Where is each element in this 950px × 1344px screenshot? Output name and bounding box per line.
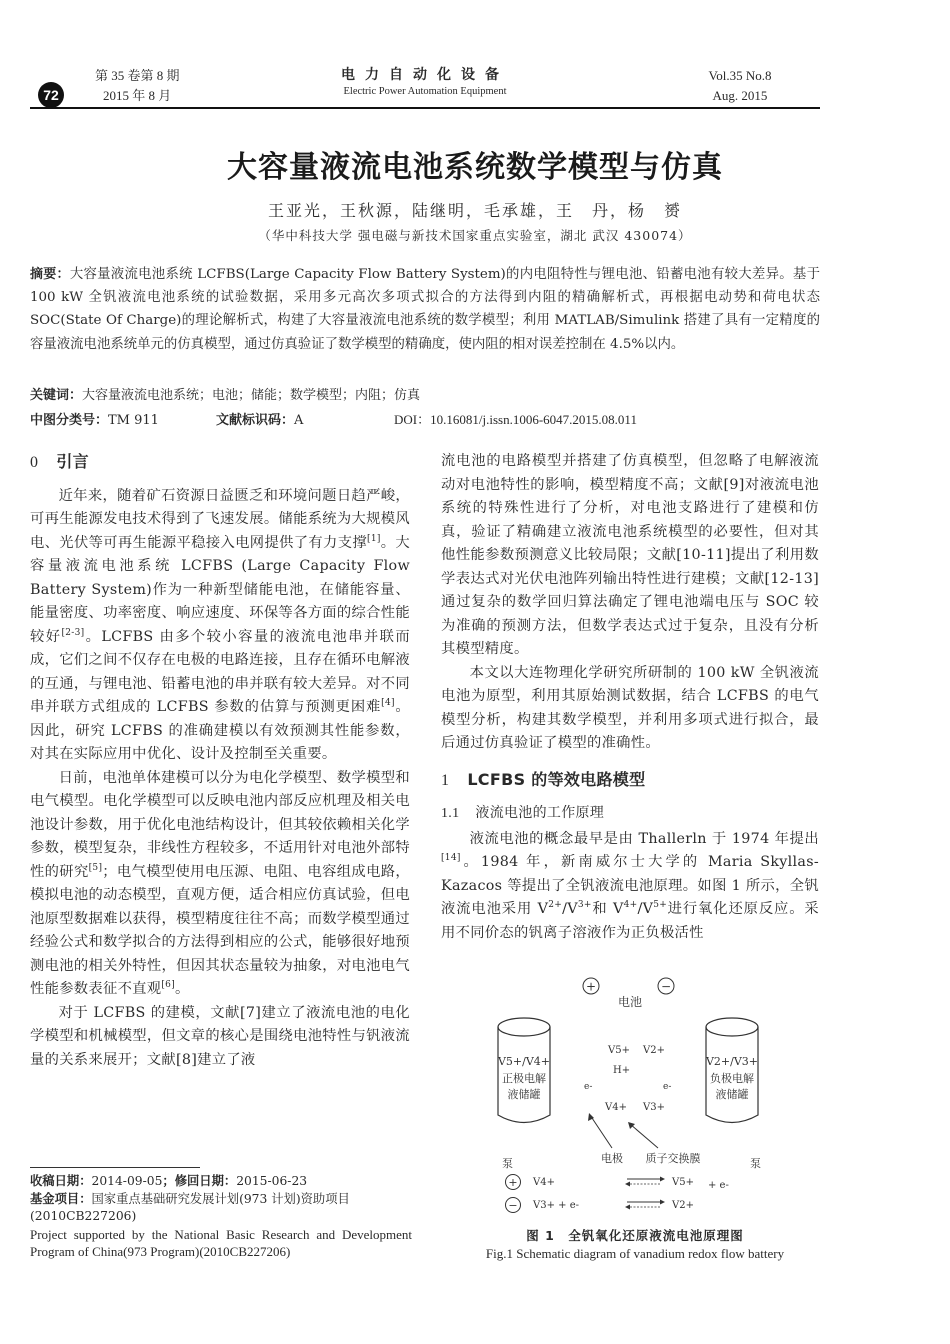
tank-ions: V2+/V3+ — [705, 1055, 759, 1068]
section-number: 0 — [30, 454, 39, 471]
negative-terminal-icon — [658, 978, 674, 994]
citation[interactable]: [6] — [161, 980, 176, 991]
text: /V — [562, 901, 578, 917]
header-issue-cn — [95, 66, 180, 106]
electrode-label: 电极 — [601, 1152, 623, 1165]
positive-electrolyte-tank — [497, 1018, 550, 1123]
citation[interactable]: [1] — [367, 533, 381, 544]
ion-label: V4+ — [605, 1102, 627, 1113]
reaction-rhs: V2+ — [672, 1200, 694, 1211]
pump-right-label: 泵 — [750, 1157, 761, 1170]
received-date: 2014-09-05 — [91, 1174, 163, 1188]
header-divider — [30, 107, 820, 109]
citation[interactable]: [2-3] — [61, 627, 85, 638]
date-en: Aug. 2015 — [712, 88, 768, 103]
text: ；电气模型使用电压源、电阻、电容组成电路，模拟电池的动态模型，直观方便，适合相应仿真试验，但电池原型数据难以获得，模型精度往往不高；而数学模型通过经验公式和数学拟合的方法得到相应的公式，能够很好地预测电池的相关外特性，但因其状态量较为抽象，对电池电气性能参数表征不直观 — [30, 863, 410, 997]
text: 近年来，随着矿石资源日益匮乏和环境问题日趋严峻，可再生能源发电技术得到了飞速发展。储能系统为大规模风电、光伏等可再生能源平稳接入电网提供了有力支撑 — [30, 487, 410, 551]
paragraph — [30, 767, 410, 1002]
membrane-arrow-icon — [628, 1122, 658, 1148]
keywords — [30, 384, 820, 403]
figure-1-diagram — [480, 970, 820, 1220]
journal-name — [300, 64, 550, 97]
section-0-heading — [30, 450, 410, 475]
figure-caption-cn: 图 1 全钒氧化还原液流电池原理图 — [526, 1228, 744, 1243]
reaction-lhs: V3+ + e- — [533, 1200, 579, 1211]
footnote-divider — [30, 1167, 200, 1168]
ion-label: V5+ — [608, 1045, 630, 1056]
doi-label: DOI： — [394, 412, 431, 427]
text: /V — [637, 901, 654, 917]
paragraph — [30, 485, 410, 767]
date-cn: 2015 年 8 月 — [103, 88, 172, 103]
superscript: 3+ — [577, 900, 592, 911]
abstract-label: 摘要： — [30, 267, 70, 282]
dates-line — [30, 1173, 412, 1191]
tank-label-1: 正极电解 — [502, 1072, 546, 1085]
electron-label: e- — [584, 1082, 593, 1092]
paragraph: 对于 LCFBS 的建模，文献[7]建立了液流电池的电化学模型和机械模型，但文章的核心是围绕电池特性与钒液流量的关系来展开；文献[8]建立了液 — [30, 1004, 410, 1068]
negative-electrolyte-tank — [705, 1018, 758, 1123]
revised-label: ；修回日期： — [162, 1174, 237, 1188]
tank-ions: V5+/V4+ — [497, 1055, 551, 1068]
pump-left-label: 泵 — [502, 1157, 513, 1170]
abstract — [30, 263, 820, 356]
tank-label-2: 液储罐 — [507, 1088, 541, 1101]
classification-line — [30, 409, 820, 428]
ion-label: V2+ — [643, 1045, 665, 1056]
right-column — [441, 450, 819, 945]
abstract-text: 大容量液流电池系统 LCFBS(Large Capacity Flow Battery System)的内电阻特性与锂电池、铅蓄电池有较大差异。基于 100 kW 全钒液流电池系统的试验数据，采用多元高次多项式拟合的方法得到内阻的精确解析式，再根据电动势和荷电状态 SOC(State Of Charge)的理论解析式，构建了大容量液流电池系统的数学模型；利用 MATLAB/Simulink 搭建了具有一定精度的容量液流电池系统单元的仿真模型，通过仿真验证了数学模型的精确度，使内阻的相对误差控制在 4.5%以内。 — [30, 267, 820, 352]
section-title: LCFBS 的等效电路模型 — [467, 769, 646, 789]
fund-text: 国家重点基础研究发展计划(973 计划)资助项目(2010CB227206) — [30, 1191, 350, 1223]
received-label: 收稿日期： — [30, 1174, 92, 1188]
text: 。1984 年，新南威尔士大学的 Maria Skyllas-Kazacos 等提出了全钒液流电池原理。如图 1 所示，全钒液流电池采用 V — [441, 854, 819, 917]
positive-reaction — [506, 1175, 729, 1192]
doc-code-value: A — [294, 413, 304, 428]
tank-label-1: 负极电解 — [710, 1072, 754, 1085]
journal-name-en: Electric Power Automation Equipment — [343, 86, 507, 97]
citation[interactable]: [4] — [381, 698, 395, 709]
superscript: 5+ — [653, 900, 668, 911]
affiliation: （华中科技大学 强电磁与新技术国家重点实验室，湖北 武汉 430074） — [258, 228, 692, 243]
positive-terminal-icon — [583, 978, 599, 994]
battery-label: 电池 — [617, 995, 643, 1009]
doi-value[interactable]: 10.16081/j.issn.1006-6047.2015.08.011 — [430, 412, 637, 427]
doc-code-label: 文献标识码： — [216, 413, 295, 428]
section-number: 1 — [441, 771, 450, 789]
reaction-extra: + e- — [708, 1180, 729, 1191]
text: 。 — [175, 981, 190, 997]
minus-sign: − — [508, 1199, 518, 1212]
page-number-badge: 72 — [38, 82, 64, 108]
paper-title: 大容量液流电池系统数学模型与仿真 — [227, 150, 723, 185]
svg-text:−: − — [660, 979, 672, 994]
negative-reaction — [506, 1198, 694, 1213]
ion-label: V3+ — [643, 1102, 665, 1113]
clc-value: TM 911 — [108, 413, 159, 428]
paragraph — [441, 828, 819, 946]
text: 。因此，研究 LCFBS 的准确建模以有效预测其性能参数，对其在实际应用中优化、设计及控制至关重要。 — [30, 699, 410, 762]
electrode-arrow-icon — [588, 1113, 612, 1148]
superscript: 2+ — [548, 900, 563, 911]
revised-date: 2015-06-23 — [236, 1174, 308, 1188]
section-number: 1.1 — [441, 806, 460, 821]
text: 。LCFBS 由多个较小容量的液流电池串并联而成，它们之间不仅存在电极的电路连接，且存在循环电解液的互通，与锂电池、铅蓄电池的串并联有较大差异。对不同串并联方式组成的 LCFBS 参数的估算与预测更困难 — [30, 628, 410, 715]
tank-label-2: 液储罐 — [715, 1088, 749, 1101]
ion-label: H+ — [613, 1065, 631, 1076]
volume-en: Vol.35 No.8 — [708, 68, 772, 83]
keywords-label: 关键词： — [30, 388, 83, 403]
left-column — [30, 450, 410, 1072]
paragraph: 流电池的电路模型并搭建了仿真模型，但忽略了电解液流动对电池特性的影响，模型精度不高；文献[9]对液流电池系统的特殊性进行了分析，对电池支路进行了建模和仿真，验证了精确建立液流电池系统模型的必要性，但对其他性能参数预测意义比较局限；文献[10-11]提出了利用数学表达式对光伏电池阵列输出特性进行建模；文献[12-13]通过复杂的数学回归算法确定了锂电池端电压与 SOC 较为准确的预测方法，但数学表达式过于复杂，且没有分析其模型精度。 — [441, 453, 820, 657]
text: 和 V — [591, 901, 624, 917]
text: 日前，电池单体建模可以分为电化学模型、数学模型和电气模型。电化学模型可以反映电池内部反应机理及相关电池设计参数，用于优化电池结构设计，但其较依赖相关化学参数，模型复杂，非线性方程较多，不适用针对电池外部特性的研究 — [30, 769, 410, 880]
section-1-1-heading — [441, 802, 819, 826]
section-title: 液流电池的工作原理 — [475, 805, 605, 821]
fund-english: Project supported by the National Basic Research and Development Program of China(973 Program)(2010CB227206) — [30, 1226, 412, 1259]
citation[interactable]: [5] — [88, 862, 103, 873]
journal-name-cn: 电力自动化设备 — [341, 67, 509, 83]
keywords-text: 大容量液流电池系统；电池；储能；数学模型；内阻；仿真 — [82, 388, 421, 403]
header-issue-en — [680, 66, 800, 106]
author-list: 王亚光，王秋源，陆继明，毛承雄，王 丹，杨 赟 — [267, 201, 682, 220]
fund-label: 基金项目： — [30, 1191, 92, 1206]
fund-line — [30, 1191, 412, 1226]
membrane-label: 质子交换膜 — [645, 1152, 701, 1165]
section-title: 引言 — [56, 452, 89, 471]
text: 液流电池的概念最早是由 Thallerln 于 1974 年提出 — [469, 830, 819, 847]
footnote — [30, 1173, 412, 1261]
text: 。大容量液流电池系统 LCFBS (Large Capacity Flow Battery System)作为一种新型储能电池，在储能容量、能量密度、功率密度、响应速度、环保等各方面的综合性能较好 — [30, 534, 410, 645]
paragraph: 本文以大连物理化学研究所研制的 100 kW 全钒液流电池为原型，利用其原始测试数据，结合 LCFBS 的电气模型分析，构建其数学模型，并利用多项式进行拟合，最后通过仿真验证了模型的准确性。 — [441, 664, 819, 751]
reaction-rhs: V5+ — [672, 1177, 694, 1188]
superscript: 4+ — [623, 900, 638, 911]
volume-cn: 第 35 卷第 8 期 — [95, 68, 180, 83]
figure-caption-en: Fig.1 Schematic diagram of vanadium redox flow battery — [485, 1246, 785, 1261]
plus-sign: + — [508, 1176, 518, 1189]
citation[interactable]: [14] — [441, 853, 461, 864]
svg-text:+: + — [585, 979, 597, 994]
section-1-heading — [441, 768, 819, 793]
text: 进行氧化还原反应。采用不同价态的钒离子溶液作为正负极活性 — [441, 901, 819, 941]
electron-label: e- — [663, 1082, 672, 1092]
clc-label: 中图分类号： — [30, 413, 109, 428]
reaction-lhs: V4+ — [533, 1177, 555, 1188]
